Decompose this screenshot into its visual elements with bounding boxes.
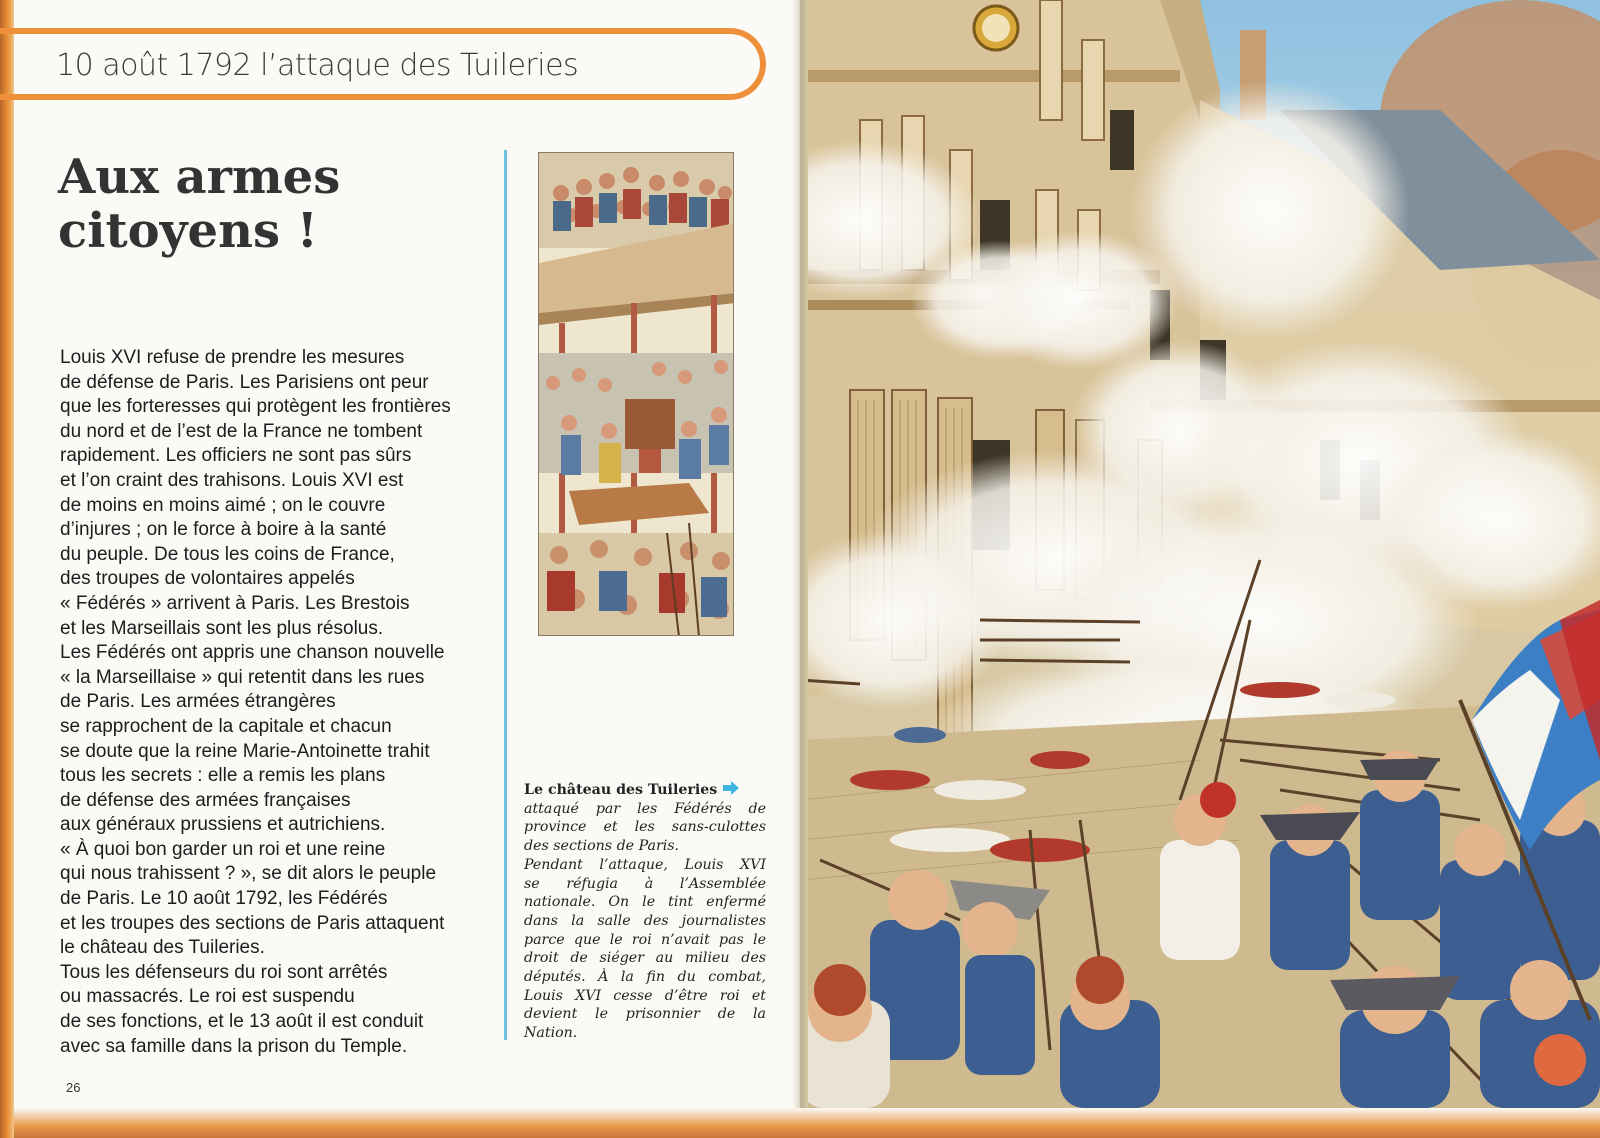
body-line: Les Fédérés ont appris une chanson nouvelle: [60, 642, 445, 664]
page-number: 26: [66, 1080, 81, 1095]
headline-line-2: citoyens !: [58, 203, 318, 259]
caption-line: nationale. On le tint enfermé: [524, 894, 766, 911]
caption-line: Pendant l’attaque, Louis XVI: [524, 856, 766, 873]
caption-line: Louis XVI cesse d’être roi et: [524, 987, 766, 1004]
body-line: « Fédérés » arrivent à Paris. Les Brestois: [60, 592, 410, 614]
body-line: Tous les défenseurs du roi sont arrêtés: [60, 961, 388, 983]
chapter-title: 10 août 1792 l’attaque des Tuileries: [56, 48, 579, 83]
body-line: que les forteresses qui protègent les frontières: [60, 396, 451, 418]
assembly-illustration: [538, 152, 734, 636]
article-body: [60, 346, 510, 1059]
body-line: du peuple. De tous les coins de France,: [60, 543, 395, 565]
right-page: [800, 0, 1600, 1108]
body-line: avec sa famille dans la prison du Temple.: [60, 1035, 408, 1057]
column-divider: [504, 150, 507, 1040]
body-line: rapidement. Les officiers ne sont pas sûrs: [60, 445, 412, 467]
caption-line: droit de siéger au milieu des: [524, 950, 766, 967]
body-line: de Paris. Les armées étrangères: [60, 691, 336, 713]
headline-line-1: Aux armes: [58, 149, 341, 205]
body-line: « À quoi bon garder un roi et une reine: [60, 838, 386, 860]
body-line: de ses fonctions, et le 13 août il est conduit: [60, 1011, 424, 1033]
body-line: ou massacrés. Le roi est suspendu: [60, 986, 355, 1008]
caption-line: Nation.: [524, 1025, 578, 1042]
caption-line: devient le prisonnier de la: [524, 1006, 766, 1023]
caption-line: parce que le roi n’avait pas le: [524, 931, 766, 948]
caption-line: province et les sans-culottes: [524, 819, 766, 836]
tuileries-battle-illustration: [800, 0, 1600, 1108]
body-line: d’injures ; on le force à boire à la santé: [60, 519, 387, 541]
body-line: de défense de Paris. Les Parisiens ont peur: [60, 371, 429, 393]
body-line: se doute que la reine Marie-Antoinette trahit: [60, 740, 430, 762]
body-line: aux généraux prussiens et autrichiens.: [60, 814, 386, 836]
assembly-scene: [539, 153, 734, 636]
body-line: et l’on craint des trahisons. Louis XVI est: [60, 469, 404, 491]
caption-line: se réfugia à l’Assemblée: [524, 875, 766, 892]
body-line: et les troupes des sections de Paris attaquent: [60, 912, 445, 934]
body-line: des troupes de volontaires appelés: [60, 568, 355, 590]
body-line: tous les secrets : elle a remis les plans: [60, 765, 386, 787]
body-line: qui nous trahissent ? », se dit alors le peuple: [60, 863, 437, 885]
book-gutter: [792, 0, 808, 1110]
body-line: de Paris. Le 10 août 1792, les Fédérés: [60, 888, 388, 910]
caption-line: attaqué par les Fédérés de: [524, 800, 766, 817]
caption-title-text: Le château des Tuileries: [524, 782, 718, 798]
image-caption: [524, 780, 766, 1043]
body-line: de moins en moins aimé ; on le couvre: [60, 494, 386, 516]
arrow-right-icon: [722, 780, 740, 796]
body-line: Louis XVI refuse de prendre les mesures: [60, 347, 405, 368]
body-line: se rapprochent de la capitale et chacun: [60, 715, 392, 737]
headline: [58, 150, 478, 258]
caption-line: des sections de Paris.: [524, 838, 680, 855]
body-line: le château des Tuileries.: [60, 937, 265, 959]
body-line: et les Marseillais sont les plus résolus.: [60, 617, 384, 639]
caption-line: députés. À la fin du combat,: [524, 969, 766, 986]
body-line: de défense des armées françaises: [60, 789, 351, 811]
body-line: « la Marseillaise » qui retentit dans les rues: [60, 666, 425, 688]
caption-title: [524, 780, 766, 800]
body-line: du nord et de l’est de la France ne tombent: [60, 420, 423, 442]
bottom-page-edge: [14, 1108, 1600, 1138]
caption-line: dans la salle des journalistes: [524, 912, 766, 929]
